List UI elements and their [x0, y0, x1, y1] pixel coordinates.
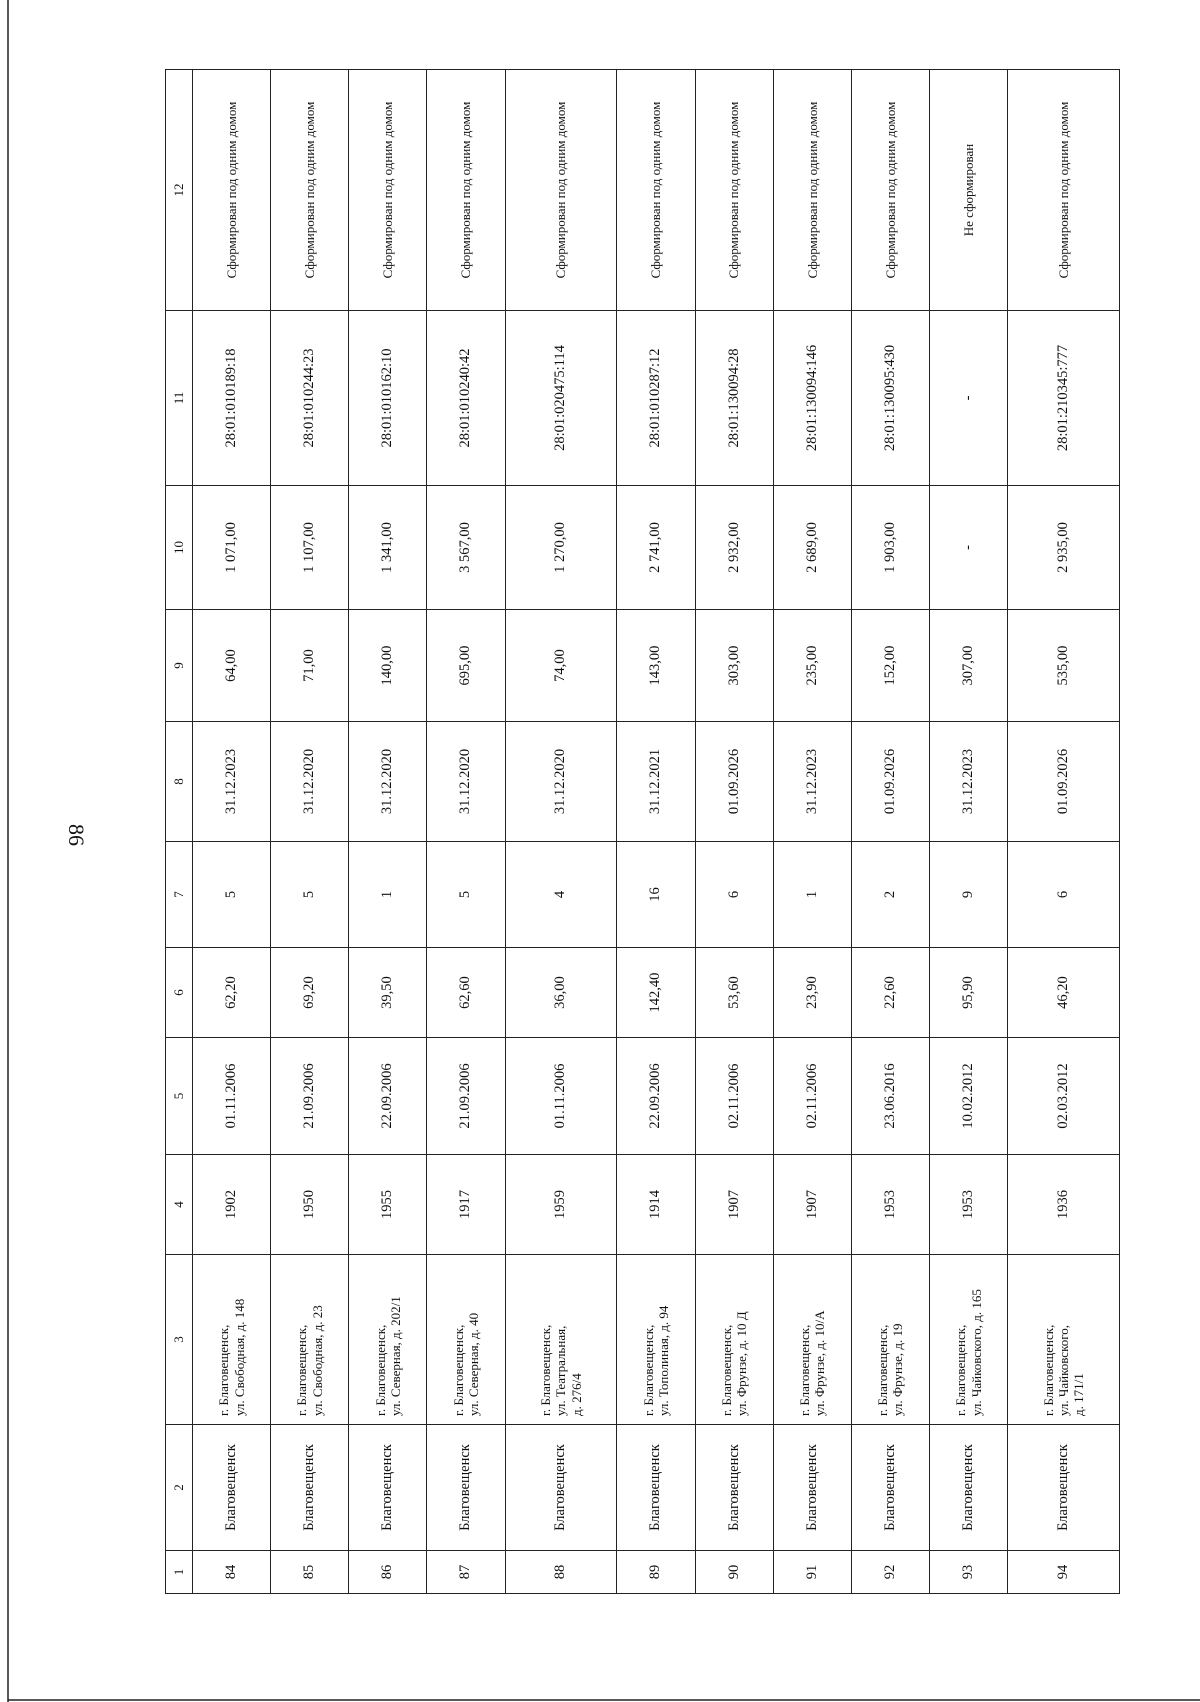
status-cell: Не сформирован	[930, 70, 1008, 311]
plot-area-cell: 2 932,00	[695, 486, 773, 610]
count-cell: 5	[427, 842, 505, 948]
data-table	[165, 69, 1120, 1594]
cadastral-number-cell: 28:01:020475:114	[505, 311, 617, 486]
city-cell: Благовещенск	[505, 1425, 617, 1551]
address-cell: г. Благовещенск, ул. Фрунзе, д. 10/А	[773, 1255, 851, 1425]
row-number-cell: 94	[1008, 1551, 1120, 1594]
column-header: 4	[166, 1155, 193, 1255]
plot-area-cell: 2 741,00	[617, 486, 695, 610]
area-cell: 46,20	[1008, 948, 1120, 1038]
status-cell: Сформирован под одним домом	[1008, 70, 1120, 311]
year-cell: 1955	[349, 1155, 427, 1255]
date-cell: 01.11.2006	[505, 1038, 617, 1155]
date-cell: 22.09.2006	[349, 1038, 427, 1155]
cadastral-number-cell: 28:01:010162:10	[349, 311, 427, 486]
deadline-cell: 31.12.2020	[271, 722, 349, 842]
city-cell: Благовещенск	[930, 1425, 1008, 1551]
row-number-cell: 84	[193, 1551, 271, 1594]
year-cell: 1959	[505, 1155, 617, 1255]
land-area-cell: 307,00	[930, 610, 1008, 722]
address-cell: г. Благовещенск, ул. Чайковского, д. 165	[930, 1255, 1008, 1425]
column-header: 7	[166, 842, 193, 948]
column-header: 11	[166, 311, 193, 486]
plot-area-cell: 1 071,00	[193, 486, 271, 610]
address-cell: г. Благовещенск, ул. Свободная, д. 23	[271, 1255, 349, 1425]
city-cell: Благовещенск	[193, 1425, 271, 1551]
table-row	[271, 70, 349, 1594]
count-cell: 2	[851, 842, 929, 948]
row-number-cell: 90	[695, 1551, 773, 1594]
cadastral-number-cell: 28:01:010189:18	[193, 311, 271, 486]
plot-area-cell: 1 107,00	[271, 486, 349, 610]
column-header: 10	[166, 486, 193, 610]
row-number-cell: 87	[427, 1551, 505, 1594]
status-cell: Сформирован под одним домом	[773, 70, 851, 311]
city-cell: Благовещенск	[271, 1425, 349, 1551]
address-cell: г. Благовещенск, ул. Театральная, д. 276/4	[505, 1255, 617, 1425]
deadline-cell: 31.12.2020	[505, 722, 617, 842]
table-row	[427, 70, 505, 1594]
deadline-cell: 31.12.2023	[193, 722, 271, 842]
date-cell: 10.02.2012	[930, 1038, 1008, 1155]
status-cell: Сформирован под одним домом	[271, 70, 349, 311]
land-area-cell: 143,00	[617, 610, 695, 722]
data-table-container	[165, 70, 1120, 1594]
status-cell: Сформирован под одним домом	[695, 70, 773, 311]
date-cell: 21.09.2006	[271, 1038, 349, 1155]
count-cell: 16	[617, 842, 695, 948]
row-number-cell: 91	[773, 1551, 851, 1594]
area-cell: 23,90	[773, 948, 851, 1038]
status-cell: Сформирован под одним домом	[427, 70, 505, 311]
land-area-cell: 303,00	[695, 610, 773, 722]
cadastral-number-cell: 28:01:010244:23	[271, 311, 349, 486]
date-cell: 23.06.2016	[851, 1038, 929, 1155]
count-cell: 5	[193, 842, 271, 948]
area-cell: 62,20	[193, 948, 271, 1038]
status-cell: Сформирован под одним домом	[349, 70, 427, 311]
cadastral-number-cell: -	[930, 311, 1008, 486]
table-row	[930, 70, 1008, 1594]
area-cell: 69,20	[271, 948, 349, 1038]
table-row	[695, 70, 773, 1594]
year-cell: 1902	[193, 1155, 271, 1255]
date-cell: 02.03.2012	[1008, 1038, 1120, 1155]
cadastral-number-cell: 28:01:010240:42	[427, 311, 505, 486]
table-row	[193, 70, 271, 1594]
deadline-cell: 31.12.2020	[427, 722, 505, 842]
date-cell: 02.11.2006	[773, 1038, 851, 1155]
row-number-cell: 92	[851, 1551, 929, 1594]
year-cell: 1907	[695, 1155, 773, 1255]
year-cell: 1953	[851, 1155, 929, 1255]
city-cell: Благовещенск	[773, 1425, 851, 1551]
address-cell: г. Благовещенск, ул. Чайковского, д. 171/1	[1008, 1255, 1120, 1425]
deadline-cell: 31.12.2020	[349, 722, 427, 842]
land-area-cell: 64,00	[193, 610, 271, 722]
status-cell: Сформирован под одним домом	[851, 70, 929, 311]
address-cell: г. Благовещенск, ул. Фрунзе, д. 19	[851, 1255, 929, 1425]
table-row	[505, 70, 617, 1594]
date-cell: 21.09.2006	[427, 1038, 505, 1155]
land-area-cell: 74,00	[505, 610, 617, 722]
area-cell: 62,60	[427, 948, 505, 1038]
cadastral-number-cell: 28:01:210345:777	[1008, 311, 1120, 486]
cadastral-number-cell: 28:01:010287:12	[617, 311, 695, 486]
status-cell: Сформирован под одним домом	[505, 70, 617, 311]
count-cell: 9	[930, 842, 1008, 948]
city-cell: Благовещенск	[851, 1425, 929, 1551]
table-header-row	[166, 70, 193, 1594]
row-number-cell: 89	[617, 1551, 695, 1594]
status-cell: Сформирован под одним домом	[193, 70, 271, 311]
deadline-cell: 31.12.2023	[930, 722, 1008, 842]
cadastral-number-cell: 28:01:130095:430	[851, 311, 929, 486]
year-cell: 1936	[1008, 1155, 1120, 1255]
date-cell: 02.11.2006	[695, 1038, 773, 1155]
table-row	[617, 70, 695, 1594]
count-cell: 6	[1008, 842, 1120, 948]
deadline-cell: 01.09.2026	[851, 722, 929, 842]
count-cell: 4	[505, 842, 617, 948]
city-cell: Благовещенск	[349, 1425, 427, 1551]
address-cell: г. Благовещенск, ул. Северная, д. 40	[427, 1255, 505, 1425]
land-area-cell: 695,00	[427, 610, 505, 722]
area-cell: 142,40	[617, 948, 695, 1038]
address-cell: г. Благовещенск, ул. Северная, д. 202/1	[349, 1255, 427, 1425]
year-cell: 1907	[773, 1155, 851, 1255]
deadline-cell: 31.12.2021	[617, 722, 695, 842]
row-number-cell: 86	[349, 1551, 427, 1594]
plot-area-cell: 1 903,00	[851, 486, 929, 610]
column-header: 6	[166, 948, 193, 1038]
page-number: 86	[64, 824, 89, 846]
column-header: 9	[166, 610, 193, 722]
land-area-cell: 535,00	[1008, 610, 1120, 722]
city-cell: Благовещенск	[1008, 1425, 1120, 1551]
count-cell: 1	[773, 842, 851, 948]
count-cell: 6	[695, 842, 773, 948]
land-area-cell: 71,00	[271, 610, 349, 722]
row-number-cell: 93	[930, 1551, 1008, 1594]
year-cell: 1953	[930, 1155, 1008, 1255]
address-cell: г. Благовещенск, ул. Тополиная, д. 94	[617, 1255, 695, 1425]
cadastral-number-cell: 28:01:130094:146	[773, 311, 851, 486]
column-header: 1	[166, 1551, 193, 1594]
column-header: 5	[166, 1038, 193, 1155]
count-cell: 5	[271, 842, 349, 948]
city-cell: Благовещенск	[617, 1425, 695, 1551]
year-cell: 1950	[271, 1155, 349, 1255]
area-cell: 39,50	[349, 948, 427, 1038]
row-number-cell: 88	[505, 1551, 617, 1594]
plot-area-cell: 2 689,00	[773, 486, 851, 610]
area-cell: 22,60	[851, 948, 929, 1038]
year-cell: 1917	[427, 1155, 505, 1255]
address-cell: г. Благовещенск, ул. Фрунзе, д. 10 Д	[695, 1255, 773, 1425]
row-number-cell: 85	[271, 1551, 349, 1594]
date-cell: 22.09.2006	[617, 1038, 695, 1155]
cadastral-number-cell: 28:01:130094:28	[695, 311, 773, 486]
land-area-cell: 152,00	[851, 610, 929, 722]
table-row	[349, 70, 427, 1594]
deadline-cell: 01.09.2026	[1008, 722, 1120, 842]
plot-area-cell: 2 935,00	[1008, 486, 1120, 610]
area-cell: 53,60	[695, 948, 773, 1038]
status-cell: Сформирован под одним домом	[617, 70, 695, 311]
year-cell: 1914	[617, 1155, 695, 1255]
column-header: 12	[166, 70, 193, 311]
table-row	[851, 70, 929, 1594]
column-header: 2	[166, 1425, 193, 1551]
land-area-cell: 235,00	[773, 610, 851, 722]
area-cell: 36,00	[505, 948, 617, 1038]
deadline-cell: 31.12.2023	[773, 722, 851, 842]
land-area-cell: 140,00	[349, 610, 427, 722]
area-cell: 95,90	[930, 948, 1008, 1038]
deadline-cell: 01.09.2026	[695, 722, 773, 842]
address-cell: г. Благовещенск, ул. Свободная, д. 148	[193, 1255, 271, 1425]
city-cell: Благовещенск	[427, 1425, 505, 1551]
plot-area-cell: 1 341,00	[349, 486, 427, 610]
plot-area-cell: -	[930, 486, 1008, 610]
table-row	[773, 70, 851, 1594]
plot-area-cell: 1 270,00	[505, 486, 617, 610]
column-header: 3	[166, 1255, 193, 1425]
date-cell: 01.11.2006	[193, 1038, 271, 1155]
table-row	[1008, 70, 1120, 1594]
plot-area-cell: 3 567,00	[427, 486, 505, 610]
column-header: 8	[166, 722, 193, 842]
count-cell: 1	[349, 842, 427, 948]
city-cell: Благовещенск	[695, 1425, 773, 1551]
